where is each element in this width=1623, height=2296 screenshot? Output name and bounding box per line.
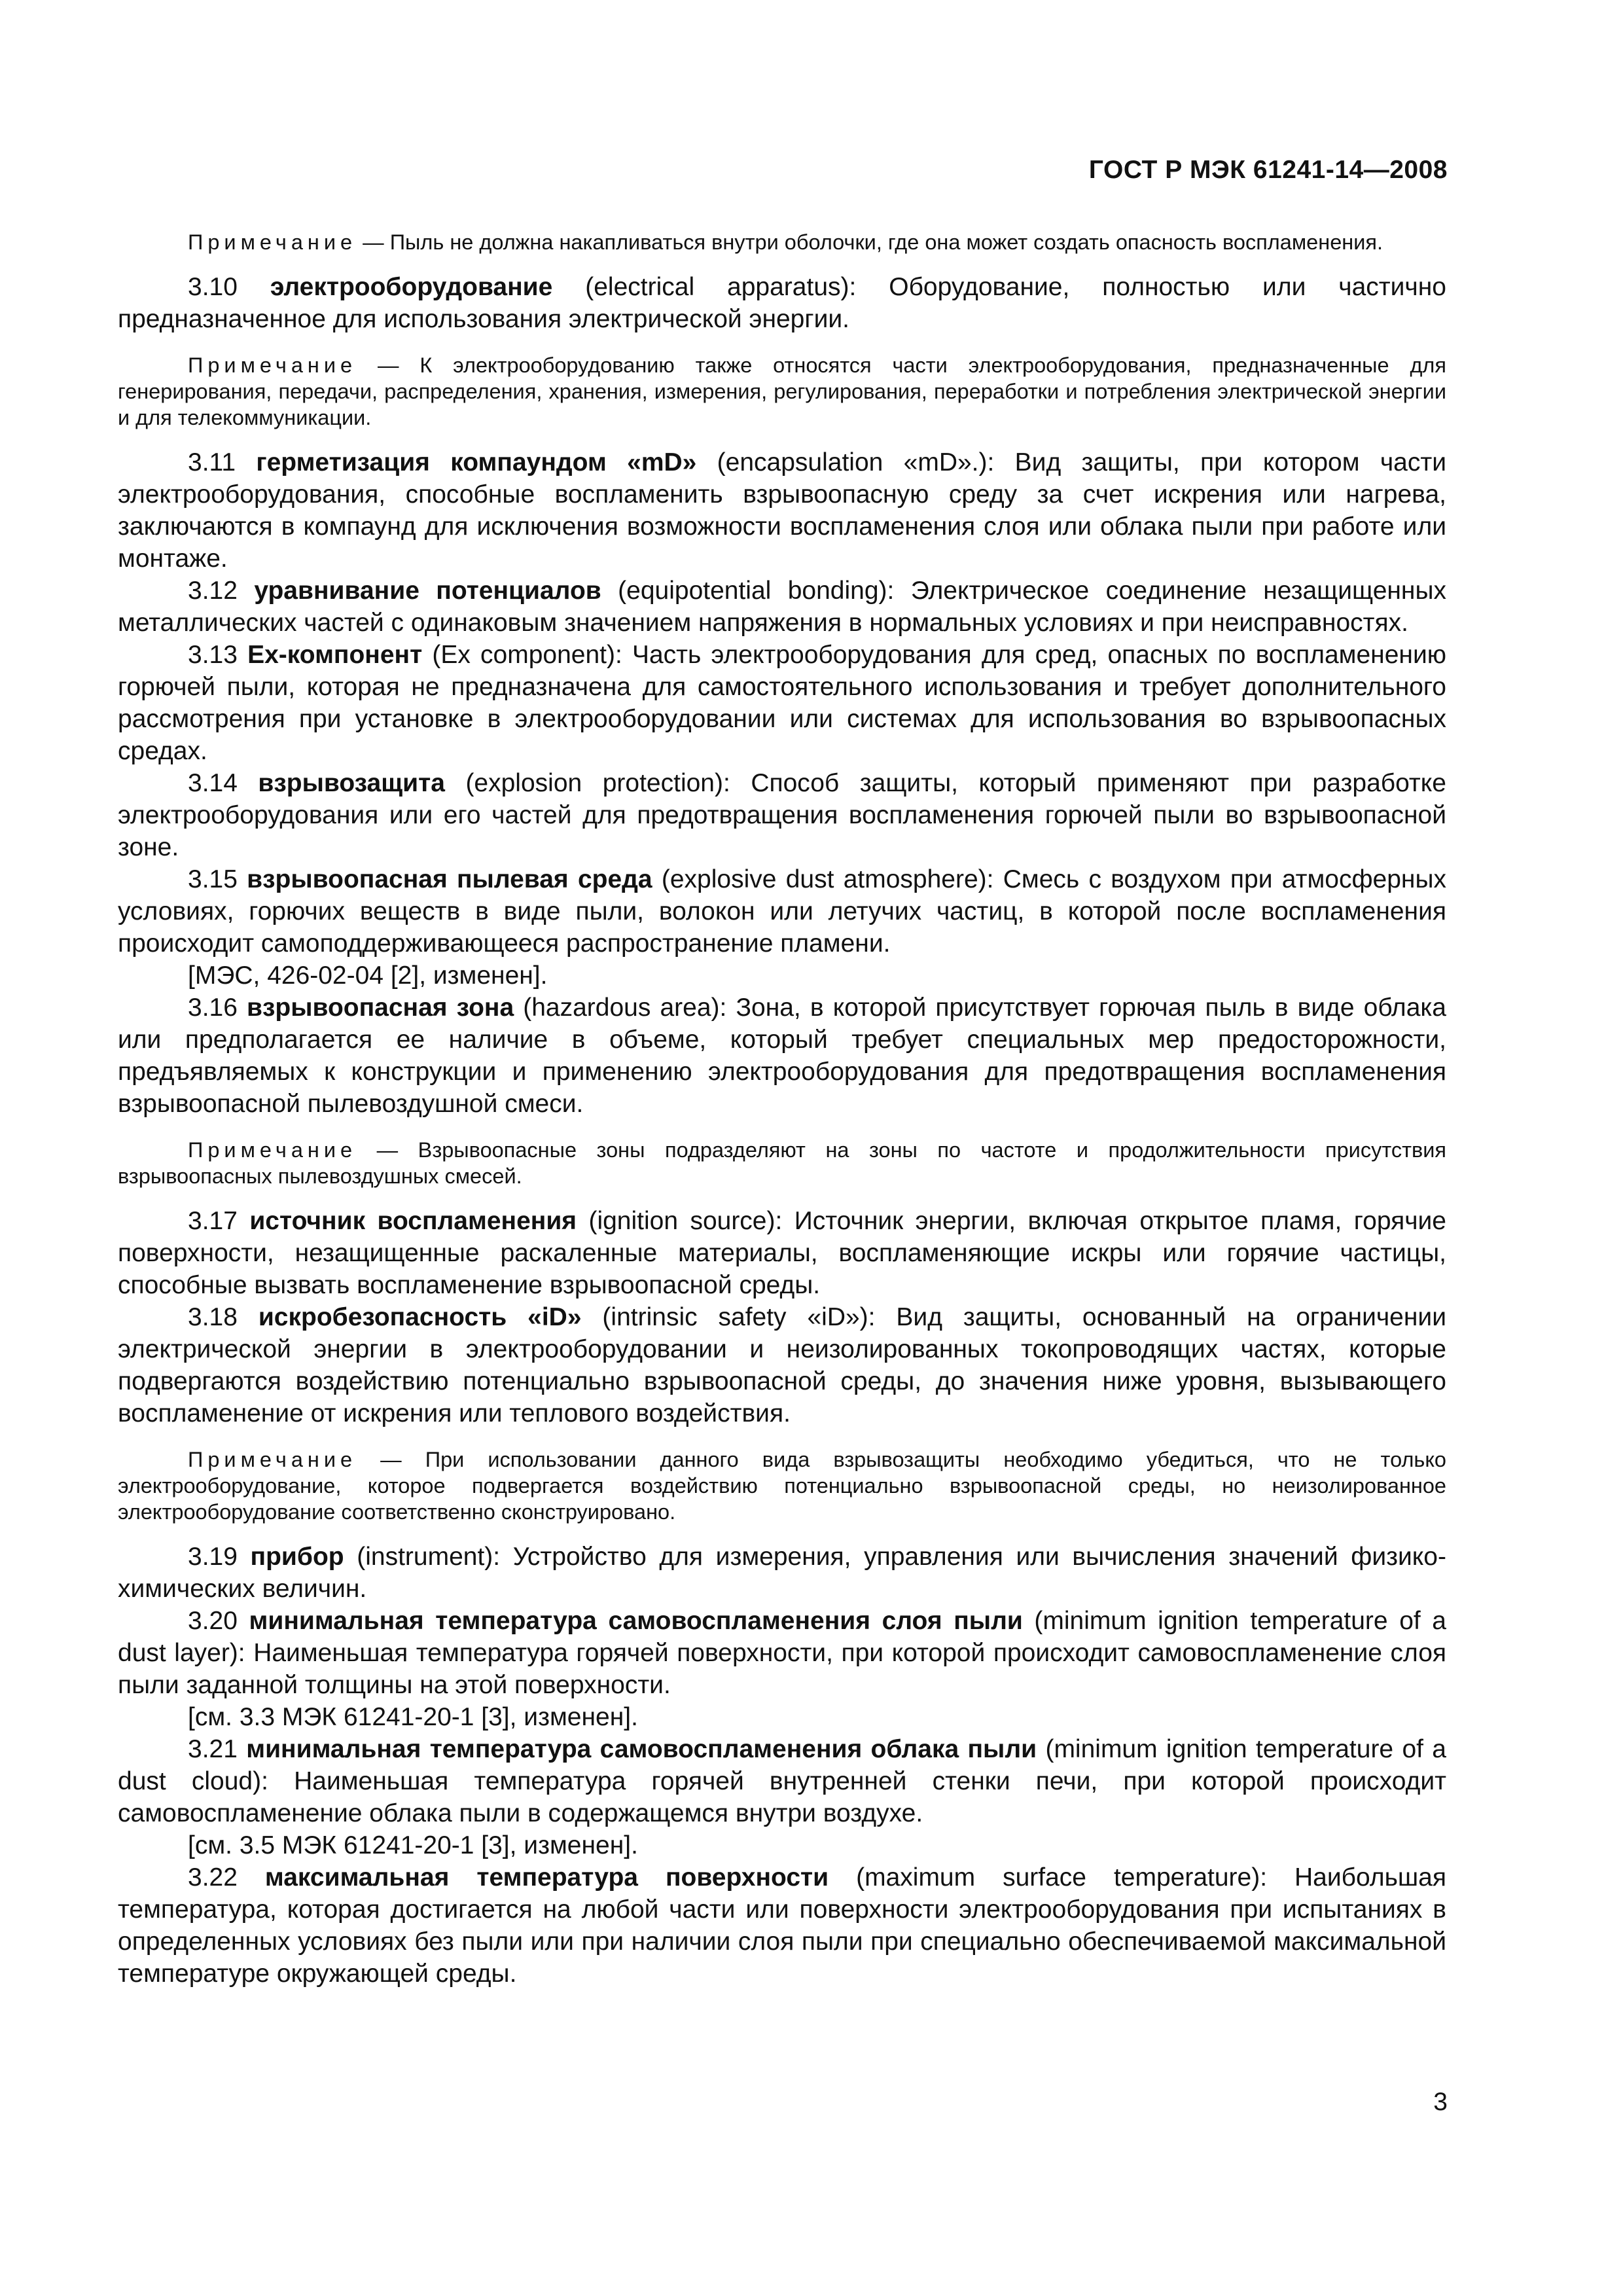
term-number: 3.21 [188,1735,238,1763]
term-definition: (encapsulation «mD».): Вид защиты, при котором части электрооборудования, способные воспламенить взрывоопасную среду за счет искрения или нагрева, заключаются в компаунд для исключения возможности воспламенения слоя или облака пыли при работе или монтаже. [118,448,1446,573]
term-definition: (maximum surface temperature): Наибольшая температура, которая достигается на любой части или поверхности электрооборудования при испытаниях в определенных условиях без пыли или при наличии слоя пыли при специально обеспечиваемой максимальной температуре окружающей среды. [118,1863,1446,1988]
document-body [118,229,1446,1990]
page-number: 3 [1433,2088,1448,2116]
term-name: Ex-компонент [247,641,423,669]
source-reference: [см. 3.5 МЭК 61241-20-1 [3], изменен]. [188,1831,638,1859]
term-name: взрывоопасная зона [247,994,514,1022]
term-name: электрооборудование [270,273,553,301]
term-entry [118,767,1446,863]
term-number: 3.13 [188,641,238,669]
source-reference: [МЭС, 426-02-04 [2], изменен]. [188,961,548,990]
term-entry [118,575,1446,639]
term-number: 3.12 [188,577,238,605]
term-definition: (hazardous area): Зона, в которой присутствует горючая пыль в виде облака или предполагается ее наличие в объеме, который требует специальных мер предосторожности, предъявляемых к конструкции и применению электрооборудования для предотвращения воспламенения взрывоопасной пылевоздушной смеси. [118,994,1446,1118]
term-definition: (explosive dust atmosphere): Смесь с воздухом при атмосферных условиях, горючих веществ в виде пыли, волокон или летучих частиц, в которой после воспламенения происходит самоподдерживающееся распространение пламени. [118,865,1446,958]
note-label: Примечание [188,1138,357,1162]
note-text: К электрооборудованию также относятся части электрооборудования, предназначенные для генерирования, передачи, распределения, хранения, измерения, регулирования, переработки и потребления электрической энергии и для телекоммуникации. [118,353,1446,429]
term-entry [118,1605,1446,1701]
note: Примечание — К электрооборудованию также относятся части электрооборудования, предназначенные для генерирования, передачи, распределения, хранения, измерения, регулирования, переработки и потребления электрической энергии и для телекоммуникации. [118,353,1446,429]
note-text: Пыль не должна накапливаться внутри оболочки, где она может создать опасность воспламенения. [389,230,1383,254]
note: Примечание — При использовании данного вида взрывозащиты необходимо убедиться, что не только электрооборудование, которое подвергается воздействию потенциально взрывоопасной среды, но неизолированное электрооборудование соответственно сконструировано. [118,1448,1446,1524]
term-number: 3.11 [188,448,236,476]
term-name: источник воспламенения [249,1207,577,1235]
term-entry [118,1733,1446,1829]
term-name: искробезопасность «iD» [258,1303,582,1331]
term-number: 3.10 [188,273,238,301]
term-entry [118,863,1446,960]
term-number: 3.19 [188,1543,238,1571]
term-definition: (Ex component): Часть электрооборудования для сред, опасных по воспламенению горючей пыли, которая не предназначена для самостоятельного использования и требует дополнительного рассмотрения при установке в электрооборудовании или системах для использования во взрывоопасных средах. [118,641,1446,765]
term-number: 3.18 [188,1303,238,1331]
document-header: ГОСТ Р МЭК 61241-14—2008 [1088,156,1448,184]
term-definition: (equipotential bonding): Электрическое соединение незащищенных металлических частей с одинаковым значением напряжения в нормальных условиях и при неисправностях. [118,577,1446,637]
term-definition: (electrical apparatus): Оборудование, полностью или частично предназначенное для использования электрической энергии. [118,273,1446,333]
term-name: взрывоопасная пылевая среда [247,865,652,893]
term-name: герметизация компаундом «mD» [256,448,697,476]
source-reference: [см. 3.3 МЭК 61241-20-1 [3], изменен]. [188,1703,638,1731]
term-name: уравнивание потенциалов [254,577,601,605]
term-name: прибор [250,1543,344,1571]
term-name: максимальная температура поверхности [264,1863,829,1892]
term-definition: (explosion protection): Способ защиты, который применяют при разработке электрооборудования или его частей для предотвращения воспламенения горючей пыли во взрывоопасной зоне. [118,769,1446,861]
note-label: Примечание [188,230,357,254]
term-definition: (minimum ignition temperature of a dust layer): Наименьшая температура горячей поверхности, при которой происходит самовоспламенение слоя пыли заданной толщины на этой поверхности. [118,1607,1446,1699]
term-number: 3.17 [188,1207,238,1235]
term-definition: (instrument): Устройство для измерения, управления или вычисления значений физико-химических величин. [118,1543,1446,1603]
note-label: Примечание [188,353,357,377]
term-entry [118,992,1446,1120]
term-entry [118,271,1446,335]
term-number: 3.16 [188,994,238,1022]
term-name: минимальная температура самовоспламенения слоя пыли [249,1607,1023,1635]
term-entry [118,1541,1446,1605]
term-number: 3.20 [188,1607,238,1635]
note: Примечание — Взрывоопасные зоны подразделяют на зоны по частоте и продолжительности присутствия взрывоопасных пылевоздушных смесей. [118,1138,1446,1188]
note-text: При использовании данного вида взрывозащиты необходимо убедиться, что не только электрооборудование, которое подвергается воздействию потенциально взрывоопасной среды, но неизолированное электрооборудование соответственно сконструировано. [118,1448,1446,1524]
term-number: 3.14 [188,769,238,797]
term-number: 3.15 [188,865,238,893]
term-entry [118,446,1446,575]
note-text: Взрывоопасные зоны подразделяют на зоны по частоте и продолжительности присутствия взрывоопасных пылевоздушных смесей. [118,1138,1446,1188]
term-name: взрывозащита [258,769,445,797]
term-name: минимальная температура самовоспламенения облака пыли [246,1735,1037,1763]
term-entry [118,1861,1446,1990]
note-label: Примечание [188,1448,357,1471]
note: Примечание — Пыль не должна накапливаться внутри оболочки, где она может создать опасность воспламенения. [188,230,1383,254]
term-definition: (ignition source): Источник энергии, включая открытое пламя, горячие поверхности, незащищенные раскаленные материалы, воспламеняющие искры или горячие частицы, способные вызвать воспламенение взрывоопасной среды. [118,1207,1446,1299]
term-definition: (minimum ignition temperature of a dust cloud): Наименьшая температура горячей внутренней стенки печи, при которой происходит самовоспламенение облака пыли в содержащемся внутри воздухе. [118,1735,1446,1827]
term-number: 3.22 [188,1863,238,1892]
term-definition: (intrinsic safety «iD»): Вид защиты, основанный на ограничении электрической энергии в электрооборудовании и неизолированных токопроводящих частях, которые подвергаются воздействию потенциально взрывоопасной среды, до значения ниже уровня, вызывающего воспламенение от искрения или теплового воздействия. [118,1303,1446,1427]
term-entry [118,639,1446,767]
term-entry [118,1205,1446,1301]
term-entry [118,1301,1446,1429]
